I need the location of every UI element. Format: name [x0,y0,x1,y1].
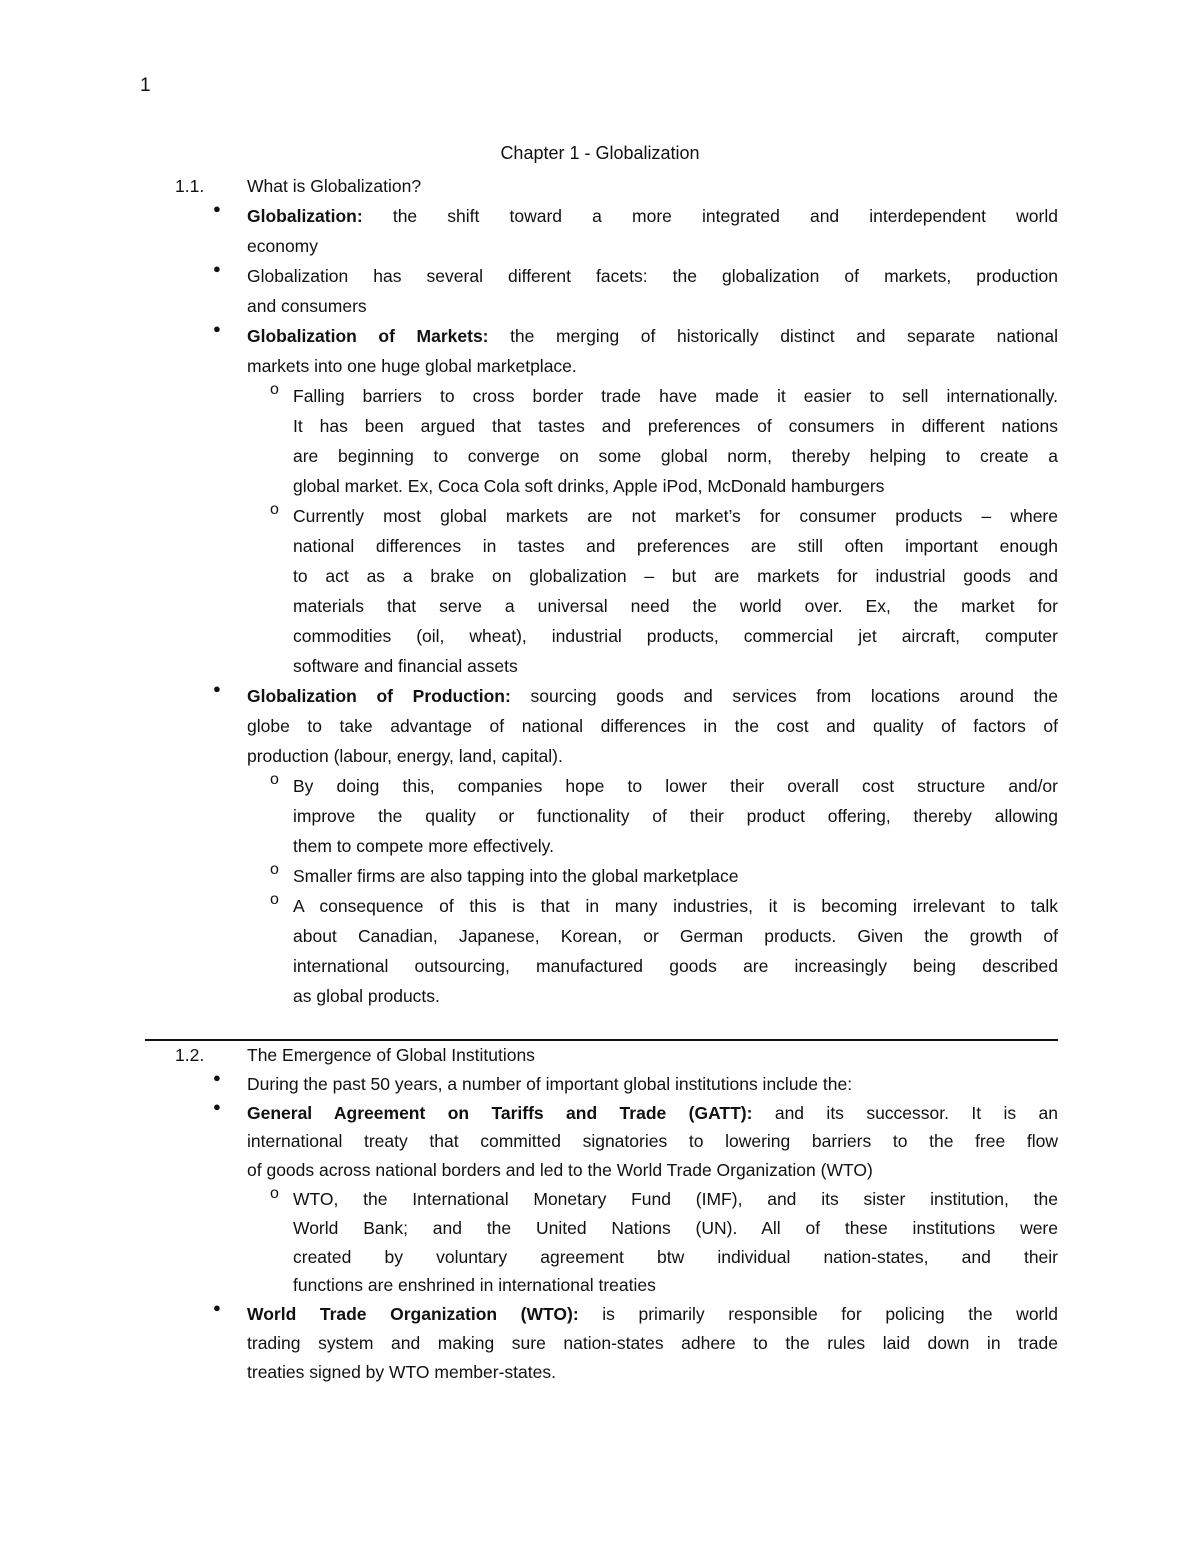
line-text: materials that serve a universal need the world over. Ex, the market for [293,596,1058,616]
bold-term: Globalization: [247,206,363,226]
line-text: treaties signed by WTO member-states. [247,1361,556,1382]
text-line [247,1358,1058,1387]
text-line [247,1300,1058,1329]
line-text: as global products. [293,986,440,1006]
bold-term: World Trade Organization (WTO): [247,1304,579,1325]
bullet-item [145,1070,1058,1099]
line-text: WTO, the International Monetary Fund (IMF), and its sister institution, the [293,1188,1058,1209]
bullet-icon: ● [213,1069,221,1085]
sub-bullet-item [175,891,1058,1011]
text-line [293,801,1058,831]
sub-bullet-item [145,1185,1058,1300]
line-text: about Canadian, Japanese, Korean, or German products. Given the growth of [293,926,1058,946]
bullet-item [145,1099,1058,1185]
line-text: production (labour, energy, land, capital). [247,746,563,766]
text-line [293,951,1058,981]
hollow-bullet-icon: o [270,861,279,878]
sub-bullet-item [175,771,1058,861]
text-line [293,471,1058,501]
section-1-2 [145,1039,1058,1387]
bold-term: Globalization of Production: [247,686,511,706]
text-line [293,381,1058,411]
text-line [247,1156,1058,1185]
text-line [247,1329,1058,1358]
text-line [293,1214,1058,1243]
section-heading [175,171,1058,201]
chapter-title: Chapter 1 - Globalization [500,143,700,163]
bullet-item [175,261,1058,321]
text-line [293,501,1058,531]
bullet-item [175,201,1058,261]
section-1-1 [175,171,1058,1011]
hollow-bullet-icon: o [270,771,279,788]
text-line [293,1243,1058,1272]
text-line [247,1127,1058,1156]
line-text: commodities (oil, wheat), industrial products, commercial jet aircraft, computer [293,626,1058,646]
section-number: 1.2. [175,1045,205,1065]
bold-term: General Agreement on Tariffs and Trade (GATT): [247,1102,753,1123]
line-text: World Bank; and the United Nations (UN). All of these institutions were [293,1217,1058,1238]
section-heading [145,1041,1058,1070]
line-text: Falling barriers to cross border trade have made it easier to sell internationally. [293,386,1058,406]
text-line [293,831,1058,861]
line-text: functions are enshrined in international treaties [293,1275,656,1296]
text-line [247,1099,1058,1128]
line-text: and consumers [247,296,367,316]
text-line [247,231,1058,261]
text-line [293,651,1058,681]
line-text: the shift toward a more integrated and interdependent world [362,206,1058,226]
line-text: improve the quality or functionality of their product offering, thereby allowing [293,806,1058,826]
bullet-icon: ● [213,261,221,276]
line-text: the merging of historically distinct and separate national [488,326,1058,346]
bullet-icon: ● [213,321,221,336]
hollow-bullet-icon: o [270,381,279,398]
text-line [293,1271,1058,1300]
text-line [293,1185,1058,1214]
hollow-bullet-icon: o [270,501,279,518]
text-line [247,291,1058,321]
line-text: of goods across national borders and led to the World Trade Organization (WTO) [247,1160,873,1181]
line-text: international outsourcing, manufactured goods are increasingly being described [293,956,1058,976]
line-text: By doing this, companies hope to lower their overall cost structure and/or [293,776,1058,796]
line-text: Globalization has several different facets: the globalization of markets, production [247,266,1058,286]
text-line [247,201,1058,231]
text-line [293,921,1058,951]
line-text: and its successor. It is an [752,1102,1058,1123]
bullet-item [145,1300,1058,1386]
line-text: A consequence of this is that in many industries, it is becoming irrelevant to talk [293,896,1058,916]
line-text: software and financial assets [293,656,518,676]
text-line [247,321,1058,351]
line-text: economy [247,236,319,256]
sub-bullet-item [175,861,1058,891]
hollow-bullet-icon: o [270,1184,279,1202]
bullet-icon: ● [213,681,221,696]
text-line [293,531,1058,561]
sub-bullet-item [175,501,1058,681]
text-line [247,351,1058,381]
line-text: During the past 50 years, a number of important global institutions include the: [247,1073,853,1094]
bullet-item [175,321,1058,381]
section-heading-text: What is Globalization? [247,176,422,196]
text-line [293,411,1058,441]
section-heading-text: The Emergence of Global Institutions [247,1045,535,1065]
bullet-icon: ● [213,201,221,216]
line-text: sourcing goods and services from locations around the [510,686,1058,706]
text-line [293,441,1058,471]
text-line [247,711,1058,741]
line-text: globe to take advantage of national differences in the cost and quality of factors of [247,716,1058,736]
text-line [293,861,1058,891]
line-text: global market. Ex, Coca Cola soft drinks, Apple iPod, McDonald hamburgers [293,476,885,496]
line-text: are beginning to converge on some global norm, thereby helping to create a [293,446,1058,466]
bullet-icon: ● [213,1300,221,1316]
line-text: Currently most global markets are not market’s for consumer products – where [293,506,1058,526]
bold-term: Globalization of Markets: [247,326,489,346]
line-text: international treaty that committed signatories to lowering barriers to the free flow [247,1131,1058,1152]
hollow-bullet-icon: o [270,891,279,908]
text-line [247,681,1058,711]
line-text: created by voluntary agreement btw individual nation-states, and their [293,1246,1058,1267]
text-line [293,771,1058,801]
bullet-icon: ● [213,1098,221,1114]
line-text: to act as a brake on globalization – but are markets for industrial goods and [293,566,1058,586]
text-line [247,1070,1058,1099]
text-line [293,981,1058,1011]
text-line [293,891,1058,921]
section-number: 1.1. [175,176,205,196]
bullet-item [175,681,1058,771]
line-text: It has been argued that tastes and preferences of consumers in different nations [293,416,1058,436]
line-text: trading system and making sure nation-states adhere to the rules laid down in trade [247,1332,1058,1353]
text-line [247,741,1058,771]
line-text: markets into one huge global marketplace. [247,356,577,376]
line-text: national differences in tastes and preferences are still often important enough [293,536,1058,556]
line-text: is primarily responsible for policing the world [578,1304,1058,1325]
page-number: 1 [140,75,151,96]
line-text: Smaller firms are also tapping into the global marketplace [293,866,739,886]
text-line [247,261,1058,291]
text-line [293,591,1058,621]
line-text: them to compete more effectively. [293,836,554,856]
sub-bullet-item [175,381,1058,501]
text-line [293,561,1058,591]
text-line [293,621,1058,651]
